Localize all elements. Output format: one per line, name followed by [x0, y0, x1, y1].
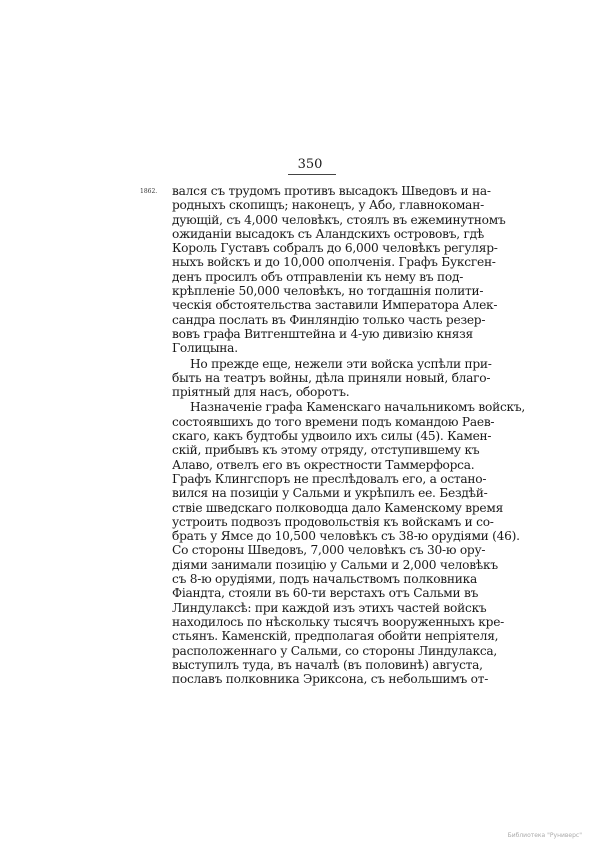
- text-line: дующій, съ 4,000 человѣкъ, стоялъ въ ежеминутномъ: [172, 212, 506, 227]
- text-line: вовъ графа Витгенштейна и 4-ую дивизію князя: [172, 326, 473, 341]
- page-number: 350: [297, 157, 323, 172]
- text-line: ныхъ войскъ и до 10,000 ополченія. Графъ Буксген-: [172, 255, 496, 270]
- text-line: вился на позиціи у Сальми и укрѣпилъ ее. Бездѣй-: [172, 486, 488, 501]
- text-line: ческія обстоятельства заставили Императора Алек-: [172, 298, 498, 313]
- paragraph: [172, 356, 492, 400]
- text-line: пославъ полковника Эриксона, съ небольшимъ от-: [172, 672, 489, 687]
- page-number-rule: [288, 174, 336, 175]
- text-line: скаго, какъ будтобы удвоило ихъ силы (45). Камен-: [172, 429, 492, 444]
- body-text: [172, 184, 526, 687]
- text-line: ствіе шведскаго полководца дало Каменскому время: [172, 500, 504, 515]
- text-line: выступилъ туда, въ началѣ (въ половинѣ) августа,: [172, 657, 483, 672]
- text-line: брать у Ямсе до 10,500 человѣкъ съ 38-ю орудіями (46).: [172, 529, 520, 544]
- paragraph: [172, 400, 526, 687]
- text-line: Фіандта, стояли въ 60-ти верстахъ отъ Сальми въ: [172, 586, 479, 601]
- text-line: родныхъ скопищъ; наконецъ, у Або, главнокоман-: [172, 198, 484, 213]
- text-line: Назначеніе графа Каменскаго начальникомъ войскъ,: [190, 400, 526, 415]
- text-line: Графъ Клингспоръ не преслѣдовалъ его, а остано-: [172, 471, 487, 486]
- text-line: крѣпленіе 50,000 человѣкъ, но тогдашнія полити-: [172, 284, 484, 299]
- paragraph: [172, 184, 506, 356]
- text-line: съ 8-ю орудіями, подъ начальствомъ полковника: [172, 572, 478, 587]
- text-line: сандра послать въ Финляндію только часть резер-: [172, 312, 486, 327]
- margin-year: 1862.: [140, 188, 158, 195]
- text-line: Со стороны Шведовъ, 7,000 человѣкъ съ 30-ю ору-: [172, 543, 486, 558]
- text-line: стьянъ. Каменскій, предполагая обойти непріятеля,: [172, 629, 499, 644]
- text-line: Голицына.: [172, 341, 238, 356]
- text-line: быть на театръ войны, дѣла приняли новый, благо-: [172, 370, 491, 385]
- text-line: денъ просилъ объ отправленіи къ нему въ под-: [172, 269, 464, 284]
- text-line: вался съ трудомъ противъ высадокъ Шведовъ и на-: [172, 184, 491, 198]
- text-line: находилось по нѣскольку тысячъ вооруженныхъ кре-: [172, 614, 505, 629]
- text-line: состоявшихъ до того времени подъ командою Раев-: [172, 414, 495, 429]
- library-watermark: Библиотека "Руниверс": [507, 832, 582, 839]
- text-line: пріятный для насъ, оборотъ.: [172, 385, 350, 400]
- text-line: Алаво, отвелъ его въ окрестности Таммерфорса.: [172, 457, 475, 472]
- text-line: ожиданіи высадокъ съ Аландскихъ острововъ, гдѣ: [172, 226, 484, 241]
- text-line: Но прежде еще, нежели эти войска успѣли при-: [190, 356, 492, 371]
- text-line: Линдулаксѣ: при каждой изъ этихъ частей войскъ: [172, 600, 487, 615]
- text-line: устроить подвозъ продовольствія къ войскамъ и со-: [172, 514, 494, 529]
- text-line: скій, прибывъ къ этому отряду, отступившему къ: [172, 443, 480, 458]
- text-line: діями занимали позицію у Сальми и 2,000 человѣкъ: [172, 557, 498, 572]
- text-line: расположеннаго у Сальми, со стороны Линдулакса,: [172, 643, 498, 658]
- text-line: Король Густавъ собралъ до 6,000 человѣкъ регуляр-: [172, 241, 498, 256]
